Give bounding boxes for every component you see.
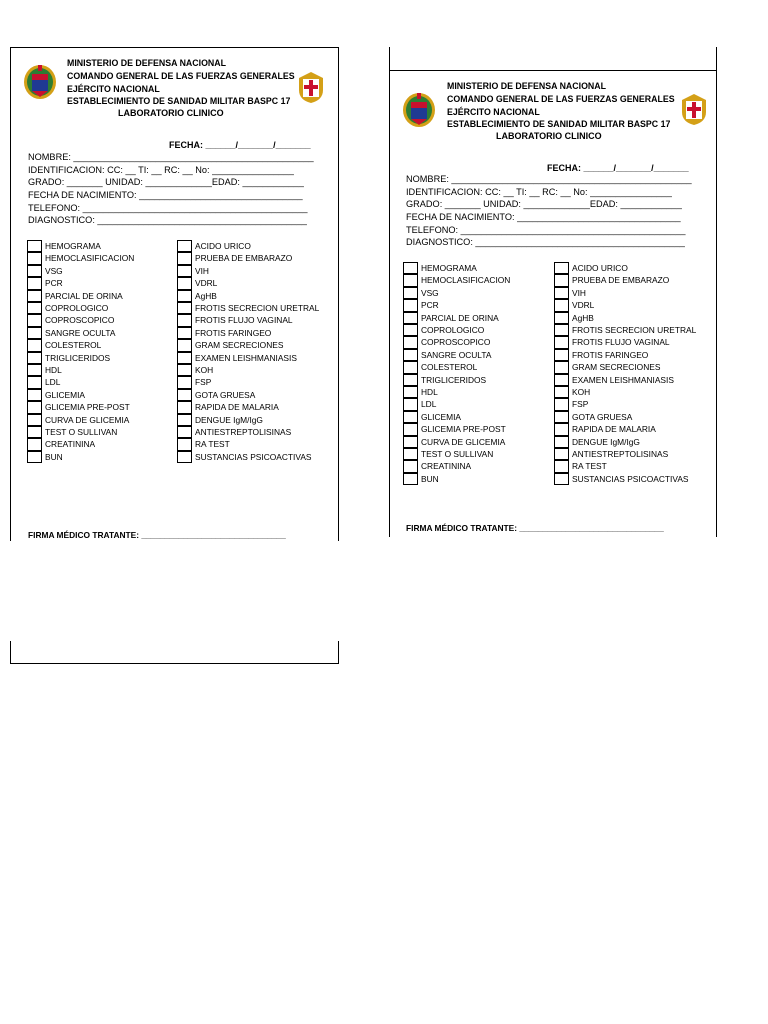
test-checkbox[interactable]: [554, 423, 569, 435]
test-checkbox[interactable]: [177, 277, 192, 289]
test-label: FROTIS FARINGEO: [572, 349, 649, 360]
test-checkbox[interactable]: [554, 436, 569, 448]
test-checkbox[interactable]: [554, 361, 569, 373]
test-checkbox[interactable]: [27, 252, 42, 264]
test-label: COLESTEROL: [45, 340, 102, 351]
test-label: HDL: [45, 365, 62, 375]
test-checkbox[interactable]: [403, 361, 418, 373]
test-checkbox[interactable]: [403, 448, 418, 460]
test-label: TRIGLICERIDOS: [45, 352, 111, 363]
test-label: TEST O SULLIVAN: [45, 427, 118, 437]
header-lines: [67, 57, 295, 108]
header-line: EJÉRCITO NACIONAL: [447, 106, 540, 117]
test-checkbox[interactable]: [177, 376, 192, 388]
test-label: GLICEMIA PRE-POST: [421, 424, 506, 435]
test-label: VDRL: [572, 300, 595, 311]
fecha-field[interactable]: FECHA: ______/_______/_______: [547, 163, 689, 173]
test-label: FROTIS FLUJO VAGINAL: [572, 337, 670, 348]
grado-field[interactable]: GRADO: _______ UNIDAD: _____________EDAD: ____________: [406, 199, 682, 209]
test-label: VIH: [195, 265, 209, 276]
test-checkbox[interactable]: [403, 312, 418, 324]
test-checkbox[interactable]: [554, 411, 569, 423]
test-label: ANTIESTREPTOLISINAS: [572, 449, 669, 459]
test-checkbox[interactable]: [177, 401, 192, 413]
test-checkbox[interactable]: [403, 287, 418, 299]
test-checkbox[interactable]: [27, 277, 42, 289]
header-line: COMANDO GENERAL DE LAS FUERZAS GENERALES: [67, 70, 295, 81]
test-checkbox[interactable]: [554, 274, 569, 286]
test-checkbox[interactable]: [554, 460, 569, 472]
test-checkbox[interactable]: [27, 327, 42, 339]
firma-field[interactable]: FIRMA MÉDICO TRATANTE: _______________________________: [28, 530, 286, 540]
form-left-bottom-frame: [10, 641, 339, 664]
test-label: PRUEBA DE EMBARAZO: [195, 253, 293, 264]
test-checkbox[interactable]: [177, 327, 192, 339]
test-checkbox[interactable]: [554, 324, 569, 336]
test-checkbox[interactable]: [403, 299, 418, 311]
test-checkbox[interactable]: [403, 274, 418, 286]
test-checkbox[interactable]: [177, 302, 192, 314]
test-checkbox[interactable]: [27, 240, 42, 252]
test-checkbox[interactable]: [27, 290, 42, 302]
test-checkbox[interactable]: [27, 265, 42, 277]
test-checkbox[interactable]: [403, 411, 418, 423]
test-label: VIH: [572, 287, 586, 298]
test-checkbox[interactable]: [27, 438, 42, 450]
test-label: FROTIS SECRECION URETRAL: [195, 303, 320, 313]
telefono-field[interactable]: TELEFONO: ____________________________________________: [406, 225, 686, 235]
test-checkbox[interactable]: [403, 473, 418, 485]
header-line: EJÉRCITO NACIONAL: [67, 83, 160, 94]
test-checkbox[interactable]: [27, 426, 42, 438]
army-crest-icon: [402, 90, 436, 130]
test-checkbox[interactable]: [554, 312, 569, 324]
test-label: PARCIAL DE ORINA: [45, 290, 123, 301]
army-crest-icon: [23, 62, 57, 102]
test-checkbox[interactable]: [403, 386, 418, 398]
test-label: RA TEST: [195, 439, 230, 450]
test-checkbox[interactable]: [177, 339, 192, 351]
test-label: TRIGLICERIDOS: [421, 374, 487, 385]
test-label: CURVA DE GLICEMIA: [45, 414, 130, 425]
test-label: CREATININA: [45, 439, 96, 450]
test-label: COPROSCOPICO: [421, 337, 491, 348]
test-label: FROTIS FLUJO VAGINAL: [195, 315, 293, 326]
test-checkbox[interactable]: [403, 262, 418, 274]
lab-title: LABORATORIO CLINICO: [496, 131, 602, 141]
fecha-nacimiento-field[interactable]: FECHA DE NACIMIENTO: ________________________________: [28, 190, 303, 200]
test-label: HEMOCLASIFICACION: [45, 253, 135, 264]
test-label: HEMOCLASIFICACION: [421, 275, 511, 286]
test-checkbox[interactable]: [177, 352, 192, 364]
test-checkbox[interactable]: [177, 364, 192, 376]
test-checkbox[interactable]: [27, 376, 42, 388]
test-label: SANGRE OCULTA: [421, 349, 492, 360]
test-label: RAPIDA DE MALARIA: [195, 402, 279, 413]
test-label: EXAMEN LEISHMANIASIS: [572, 374, 674, 385]
test-label: GLICEMIA PRE-POST: [45, 402, 130, 413]
fecha-nacimiento-field[interactable]: FECHA DE NACIMIENTO: ________________________________: [406, 212, 681, 222]
lab-form-left: [10, 47, 339, 541]
test-label: PRUEBA DE EMBARAZO: [572, 275, 670, 286]
fecha-field[interactable]: FECHA: ______/_______/_______: [169, 140, 311, 150]
test-checkbox[interactable]: [177, 451, 192, 463]
test-label: COPROSCOPICO: [45, 315, 115, 326]
test-label: DENGUE IgM/IgG: [572, 436, 640, 447]
test-label: GRAM SECRECIONES: [572, 362, 661, 373]
test-label: ACIDO URICO: [195, 241, 251, 251]
test-label: RAPIDA DE MALARIA: [572, 424, 656, 435]
test-label: AgHB: [195, 290, 217, 301]
test-label: FROTIS SECRECION URETRAL: [572, 325, 697, 335]
test-label: TEST O SULLIVAN: [421, 449, 494, 459]
test-checkbox[interactable]: [554, 374, 569, 386]
test-checkbox[interactable]: [177, 389, 192, 401]
test-checkbox[interactable]: [554, 398, 569, 410]
test-label: CREATININA: [421, 461, 472, 472]
test-checkbox[interactable]: [177, 265, 192, 277]
test-label: RA TEST: [572, 461, 607, 472]
test-checkbox[interactable]: [554, 473, 569, 485]
test-label: PCR: [45, 278, 63, 289]
test-label: LDL: [45, 377, 61, 388]
identificacion-field[interactable]: IDENTIFICACION: CC: __ TI: __ RC: __ No: ________________: [28, 165, 294, 175]
test-label: VSG: [45, 265, 63, 276]
test-label: KOH: [572, 387, 591, 397]
header-line: MINISTERIO DE DEFENSA NACIONAL: [67, 58, 227, 68]
diagnostico-field[interactable]: DIAGNOSTICO: _________________________________________: [28, 215, 307, 225]
test-checkbox[interactable]: [554, 336, 569, 348]
test-checkbox[interactable]: [403, 423, 418, 435]
test-checkbox[interactable]: [177, 290, 192, 302]
medical-emblem-icon: [678, 92, 710, 126]
test-checkbox[interactable]: [27, 364, 42, 376]
test-checkbox[interactable]: [403, 336, 418, 348]
test-label: COLESTEROL: [421, 362, 478, 373]
test-label: ANTIESTREPTOLISINAS: [195, 427, 292, 437]
test-label: LDL: [421, 399, 437, 410]
test-checkbox[interactable]: [27, 401, 42, 413]
test-label: GRAM SECRECIONES: [195, 340, 284, 351]
test-label: VSG: [421, 287, 439, 298]
test-label: EXAMEN LEISHMANIASIS: [195, 352, 297, 363]
grado-field[interactable]: GRADO: _______ UNIDAD: _____________EDAD: ____________: [28, 177, 304, 187]
test-label: GLICEMIA: [421, 411, 462, 422]
test-label: CURVA DE GLICEMIA: [421, 436, 506, 447]
test-checkbox[interactable]: [27, 339, 42, 351]
test-checkbox[interactable]: [27, 414, 42, 426]
test-checkbox[interactable]: [403, 436, 418, 448]
test-label: AgHB: [572, 312, 594, 323]
test-label: VDRL: [195, 278, 218, 289]
test-checkbox[interactable]: [403, 398, 418, 410]
test-label: FSP: [195, 377, 212, 388]
test-checkbox[interactable]: [554, 386, 569, 398]
test-label: PCR: [421, 300, 439, 311]
test-label: SANGRE OCULTA: [45, 327, 116, 338]
header-line: MINISTERIO DE DEFENSA NACIONAL: [447, 81, 607, 91]
test-checkbox[interactable]: [177, 438, 192, 450]
header-line: COMANDO GENERAL DE LAS FUERZAS GENERALES: [447, 93, 675, 104]
nombre-field[interactable]: NOMBRE: _______________________________________________: [406, 174, 692, 184]
firma-field[interactable]: FIRMA MÉDICO TRATANTE: _______________________________: [406, 523, 664, 533]
test-label: SUSTANCIAS PSICOACTIVAS: [572, 473, 689, 484]
header-line: ESTABLECIMIENTO DE SANIDAD MILITAR BASPC 17: [67, 96, 291, 107]
test-label: KOH: [195, 365, 214, 375]
test-checkbox[interactable]: [554, 287, 569, 299]
test-checkbox[interactable]: [27, 389, 42, 401]
identificacion-field[interactable]: IDENTIFICACION: CC: __ TI: __ RC: __ No: ________________: [406, 187, 672, 197]
test-label: HEMOGRAMA: [421, 263, 477, 273]
test-label: FROTIS FARINGEO: [195, 327, 272, 338]
test-label: COPROLOGICO: [421, 325, 485, 335]
test-checkbox[interactable]: [27, 302, 42, 314]
nombre-field[interactable]: NOMBRE: _______________________________________________: [28, 152, 314, 162]
test-label: FSP: [572, 399, 589, 410]
medical-emblem-icon: [295, 70, 327, 104]
lab-title: LABORATORIO CLINICO: [118, 108, 224, 118]
test-label: DENGUE IgM/IgG: [195, 414, 263, 425]
test-label: COPROLOGICO: [45, 303, 109, 313]
test-label: BUN: [45, 451, 63, 462]
test-label: HEMOGRAMA: [45, 241, 101, 251]
test-label: GOTA GRUESA: [572, 411, 633, 422]
test-checkbox[interactable]: [554, 262, 569, 274]
test-checkbox[interactable]: [177, 314, 192, 326]
test-checkbox[interactable]: [177, 414, 192, 426]
header-lines: [447, 80, 675, 131]
top-divider: [390, 70, 716, 71]
test-label: GOTA GRUESA: [195, 389, 256, 400]
test-checkbox[interactable]: [403, 374, 418, 386]
lab-form-right: [389, 47, 717, 537]
test-checkbox[interactable]: [177, 240, 192, 252]
test-label: ACIDO URICO: [572, 263, 628, 273]
test-checkbox[interactable]: [554, 349, 569, 361]
test-checkbox[interactable]: [177, 252, 192, 264]
test-checkbox[interactable]: [403, 349, 418, 361]
test-label: PARCIAL DE ORINA: [421, 312, 499, 323]
test-label: BUN: [421, 473, 439, 484]
test-checkbox[interactable]: [27, 352, 42, 364]
test-checkbox[interactable]: [554, 299, 569, 311]
diagnostico-field[interactable]: DIAGNOSTICO: _________________________________________: [406, 237, 685, 247]
test-label: HDL: [421, 387, 438, 397]
test-checkbox[interactable]: [27, 314, 42, 326]
test-label: GLICEMIA: [45, 389, 86, 400]
telefono-field[interactable]: TELEFONO: ____________________________________________: [28, 203, 308, 213]
test-label: SUSTANCIAS PSICOACTIVAS: [195, 451, 312, 462]
test-checkbox[interactable]: [177, 426, 192, 438]
test-checkbox[interactable]: [403, 324, 418, 336]
test-checkbox[interactable]: [403, 460, 418, 472]
header-line: ESTABLECIMIENTO DE SANIDAD MILITAR BASPC 17: [447, 119, 671, 130]
test-checkbox[interactable]: [554, 448, 569, 460]
test-checkbox[interactable]: [27, 451, 42, 463]
